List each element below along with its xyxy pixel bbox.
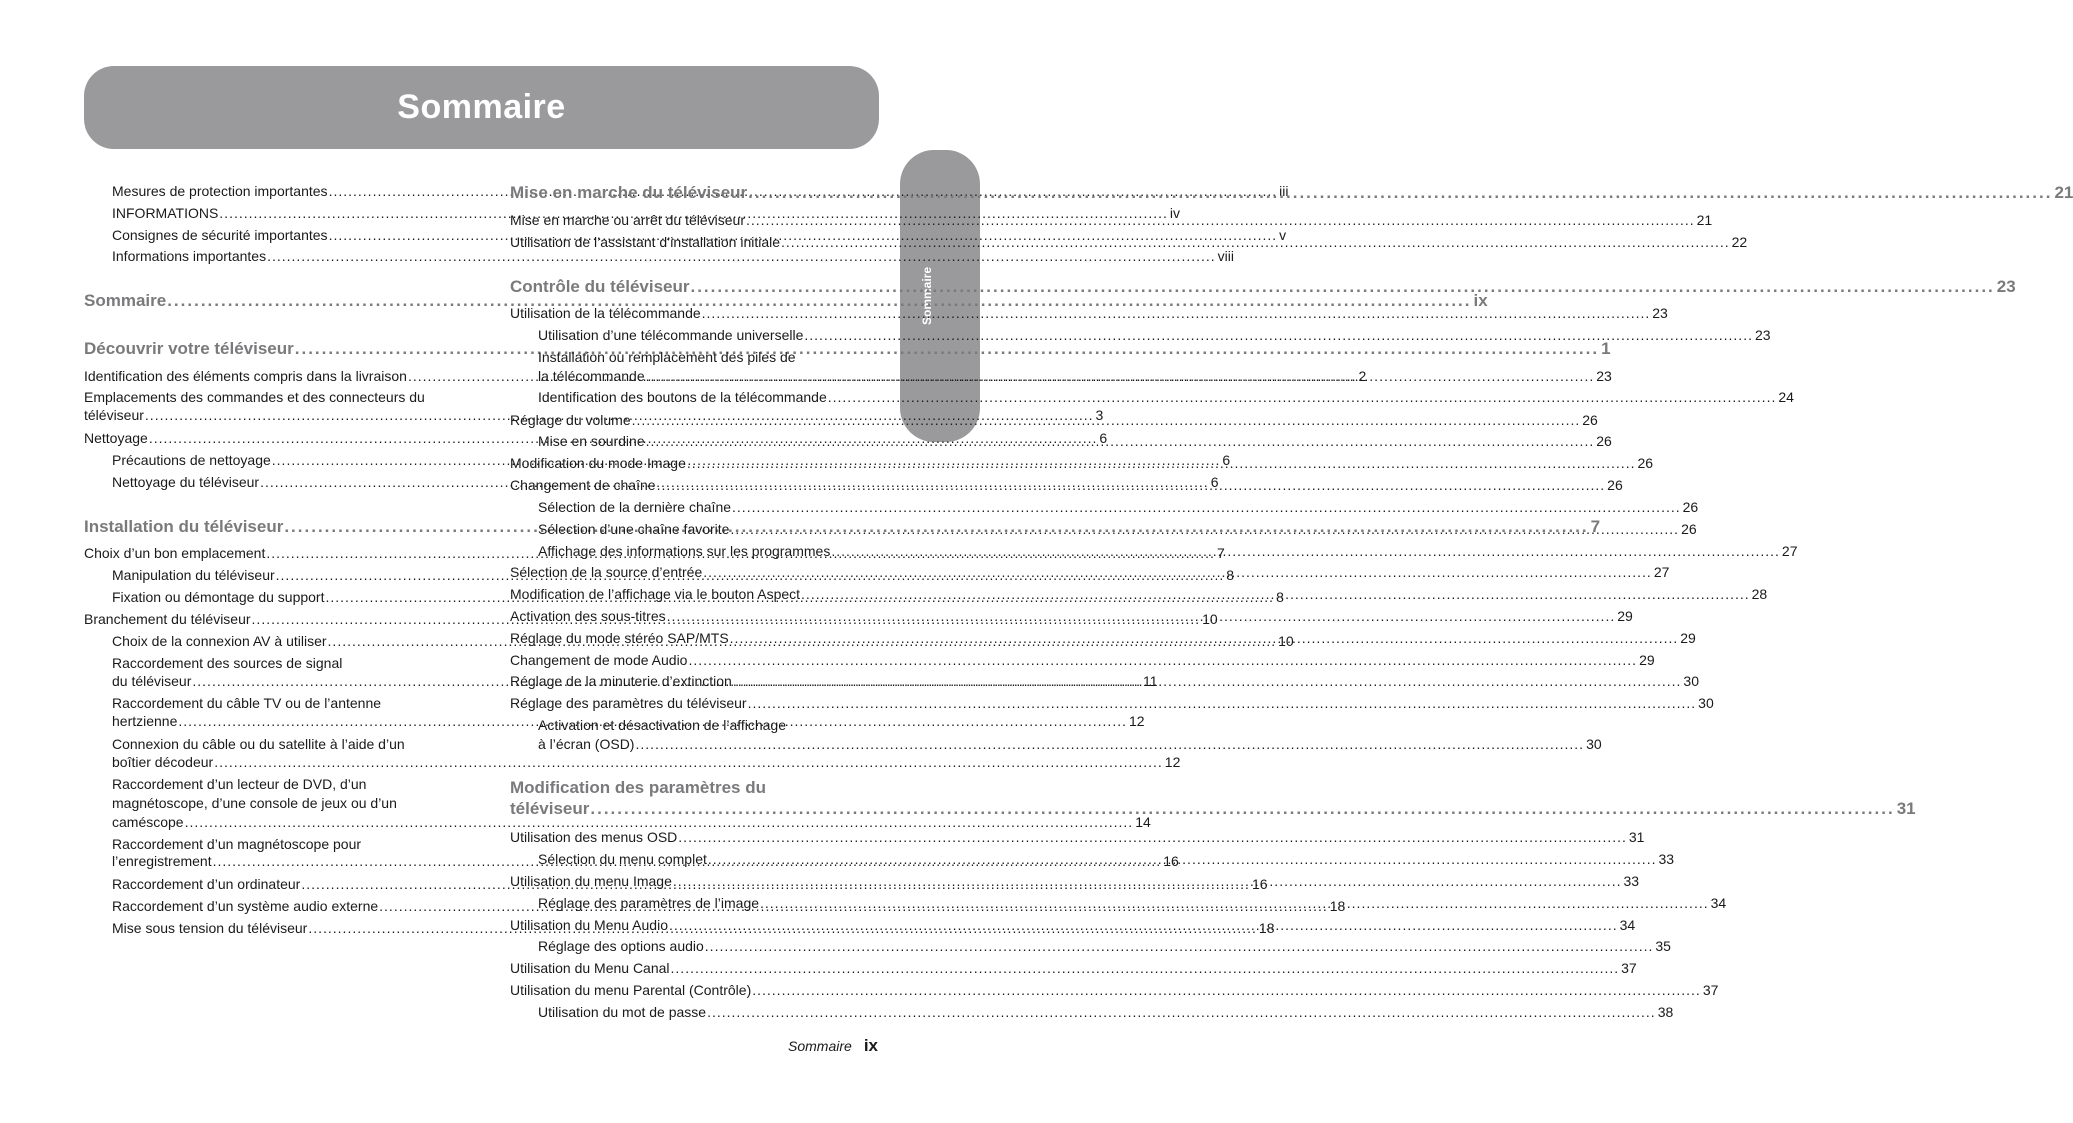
toc-entry-line: Activation et désactivation de l’affichage <box>538 717 787 733</box>
toc-entry[interactable]: Affichage des informations sur les programmes ..... 27 <box>538 542 879 560</box>
toc-entry[interactable]: Précautions de nettoyage ..... 6 <box>112 451 454 469</box>
toc-entry[interactable]: caméscope ..... 14 <box>112 813 454 831</box>
toc-entry[interactable]: Identification des boutons de la télécommande ..... 24 <box>538 388 879 406</box>
toc-entry[interactable]: Informations importantes ..... viii <box>112 247 454 265</box>
page-title: Sommaire <box>397 88 566 126</box>
toc-entry[interactable]: Utilisation du Menu Canal ..... 37 <box>510 959 879 977</box>
toc-entry[interactable]: Raccordement d’un système audio externe ..... 18 <box>112 897 454 915</box>
toc-entry[interactable]: Sélection de la dernière chaîne ..... 26 <box>538 498 879 516</box>
toc-entry[interactable]: la télécommande ..... 23 <box>538 367 879 385</box>
page-footer <box>788 1036 878 1056</box>
toc-entry[interactable]: Manipulation du téléviseur ..... 8 <box>112 566 454 584</box>
toc-entry[interactable]: du téléviseur ..... 11 <box>112 672 454 690</box>
page-title-banner <box>84 66 879 149</box>
toc-entry[interactable]: Raccordement d’un ordinateur ..... 16 <box>112 875 454 893</box>
toc-entry[interactable]: l’enregistrement ..... 16 <box>112 852 454 870</box>
toc-entry[interactable]: Réglage du mode stéréo SAP/MTS ..... 29 <box>510 629 879 647</box>
toc-section-heading[interactable]: Contrôle du téléviseur ..... 23 <box>510 276 879 298</box>
toc-entry[interactable]: Utilisation du Menu Audio ..... 34 <box>510 916 879 934</box>
toc-entry[interactable]: Changement de chaîne ..... 26 <box>510 476 879 494</box>
toc-entry[interactable]: Nettoyage ..... 6 <box>84 429 454 447</box>
toc-section-heading[interactable]: Sommaire ..... ix <box>84 290 454 312</box>
toc-entry-line: Emplacements des commandes et des connecteurs du <box>84 389 425 405</box>
toc-entry[interactable]: Utilisation du menu Parental (Contrôle) ..... 37 <box>510 981 879 999</box>
toc-entry[interactable]: Mise en sourdine ..... 26 <box>538 432 879 450</box>
toc-entry-line: Raccordement du câble TV ou de l’antenne <box>112 695 382 711</box>
toc-entry[interactable]: Sélection d’une chaîne favorite ..... 26 <box>538 520 879 538</box>
toc-entry[interactable]: Utilisation de l’assistant d’installation initiale ..... 22 <box>510 233 879 251</box>
toc-section-heading[interactable]: Installation du téléviseur ..... 7 <box>84 516 454 538</box>
toc-entry[interactable]: hertzienne ..... 12 <box>112 712 454 730</box>
toc-entry[interactable]: Choix de la connexion AV à utiliser ..... 10 <box>112 632 454 650</box>
toc-entry[interactable]: Identification des éléments compris dans la livraison ..... 2 <box>84 367 454 385</box>
toc-entry[interactable]: Choix d’un bon emplacement ..... 7 <box>84 544 454 562</box>
toc-entry[interactable]: Réglage des paramètres du téléviseur ..... 30 <box>510 694 879 712</box>
toc-entry[interactable]: Réglage des paramètres de l’image ..... 34 <box>538 894 879 912</box>
toc-entry[interactable]: Consignes de sécurité importantes ..... v <box>112 226 454 244</box>
toc-entry[interactable]: Fixation ou démontage du support ..... 8 <box>112 588 454 606</box>
toc-section-heading[interactable]: téléviseur ..... 31 <box>510 798 879 820</box>
side-tab-label: Sommaire <box>920 266 934 326</box>
toc-entry[interactable]: Utilisation de la télécommande ..... 23 <box>510 304 879 322</box>
toc-section-heading[interactable]: Découvrir votre téléviseur ..... 1 <box>84 338 454 360</box>
toc-entry[interactable]: Changement de mode Audio ..... 29 <box>510 651 879 669</box>
toc-entry[interactable]: Mesures de protection importantes ..... iii <box>112 182 454 200</box>
toc-entry[interactable]: Mise sous tension du téléviseur ..... 18 <box>112 919 454 937</box>
toc-entry[interactable]: Activation des sous-titres ..... 29 <box>510 607 879 625</box>
toc-entry[interactable]: Utilisation d’une télécommande universelle ..... 23 <box>538 326 879 344</box>
footer-label: Sommaire <box>788 1038 852 1054</box>
toc-entry[interactable]: Réglage du volume ..... 26 <box>510 411 879 429</box>
toc-entry[interactable]: Nettoyage du téléviseur ..... 6 <box>112 473 454 491</box>
toc-entry[interactable]: INFORMATIONS ..... iv <box>112 204 454 222</box>
toc-section-heading-line: Modification des paramètres du <box>510 778 766 797</box>
toc-entry[interactable]: Modification du mode Image ..... 26 <box>510 454 879 472</box>
toc-entry-line: Connexion du câble ou du satellite à l’aide d’un <box>112 736 405 752</box>
toc-entry[interactable]: Sélection du menu complet ..... 33 <box>538 850 879 868</box>
toc-entry-line: Raccordement d’un lecteur de DVD, d’un <box>112 776 367 792</box>
toc-entry[interactable]: Utilisation des menus OSD ..... 31 <box>510 828 879 846</box>
toc-section-heading[interactable]: Mise en marche du téléviseur ..... 21 <box>510 182 879 204</box>
toc-entry-line: Installation ou remplacement des piles de <box>538 349 796 365</box>
toc-entry[interactable]: Utilisation du mot de passe ..... 38 <box>538 1003 879 1021</box>
toc-entry[interactable]: Mise en marche ou arrêt du téléviseur ..... 21 <box>510 211 879 229</box>
toc-entry[interactable]: Réglage des options audio ..... 35 <box>538 937 879 955</box>
toc-entry[interactable]: à l’écran (OSD) ..... 30 <box>538 735 879 753</box>
toc-entry-line: Raccordement d’un magnétoscope pour <box>112 836 362 852</box>
toc-entry[interactable]: Branchement du téléviseur ..... 10 <box>84 610 454 628</box>
toc-entry[interactable]: boîtier décodeur ..... 12 <box>112 753 454 771</box>
toc-entry-line: magnétoscope, d’une console de jeux ou d’un <box>112 795 397 811</box>
toc-entry-line: Raccordement des sources de signal <box>112 655 343 671</box>
toc-entry[interactable]: Modification de l’affichage via le bouton Aspect ..... 28 <box>510 585 879 603</box>
toc-entry[interactable]: Utilisation du menu Image ..... 33 <box>510 872 879 890</box>
toc-entry[interactable]: téléviseur ..... 3 <box>84 406 454 424</box>
toc-entry[interactable]: Sélection de la source d’entrée ..... 27 <box>510 563 879 581</box>
page-number: ix <box>863 1036 878 1055</box>
toc-entry[interactable]: Réglage de la minuterie d’extinction ..... 30 <box>510 672 879 690</box>
